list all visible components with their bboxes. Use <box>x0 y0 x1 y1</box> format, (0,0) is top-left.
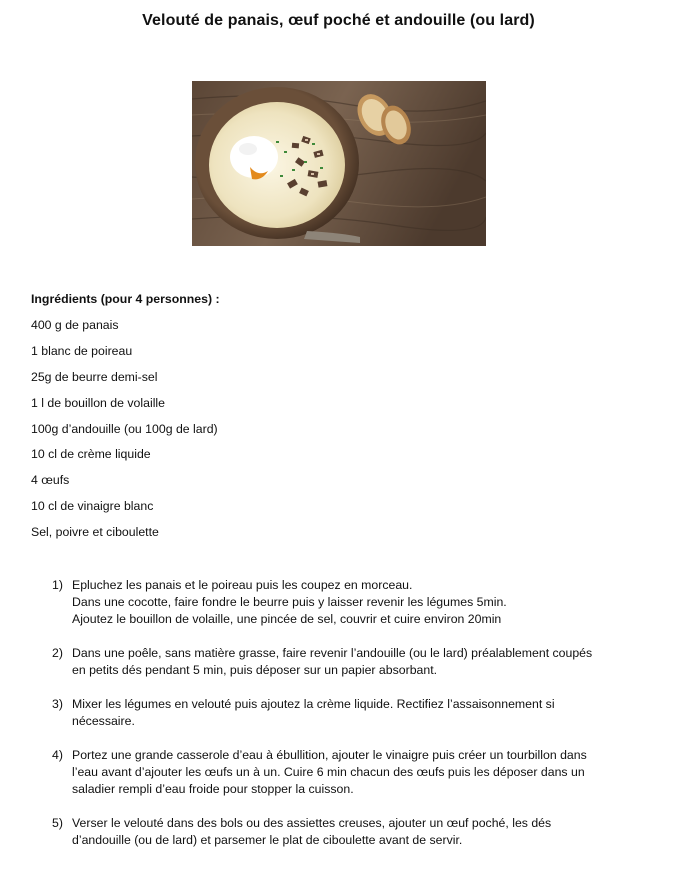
step-item <box>52 696 652 730</box>
ingredient-item: 1 blanc de poireau <box>31 343 133 358</box>
ingredient-item: 1 l de bouillon de volaille <box>31 395 165 410</box>
step-text-line: Epluchez les panais et le poireau puis les coupez en morceau. <box>72 578 413 592</box>
step-text-line: en petits dés pendant 5 min, puis déposer sur un papier absorbant. <box>72 663 438 677</box>
ingredient-item: 400 g de panais <box>31 318 119 332</box>
step-text-line: Ajoutez le bouillon de volaille, une pincée de sel, couvrir et cuire environ 20min <box>72 612 502 626</box>
recipe-photo <box>192 81 486 246</box>
ingredient-item: 25g de beurre demi-sel <box>31 369 158 384</box>
ingredient-item: 10 cl de vinaigre blanc <box>31 499 154 514</box>
step-number: 1) <box>52 578 63 592</box>
page-title: Velouté de panais, œuf poché et andouille (ou lard) <box>142 12 535 29</box>
step-text-line: nécessaire. <box>72 714 135 728</box>
step-text-line: Mixer les légumes en velouté puis ajoutez la crème liquide. Rectifiez l’assaisonnement si <box>72 697 555 711</box>
step-text-line: saladier rempli d’eau froide pour stopper la cuisson. <box>72 782 354 796</box>
ingredients-list <box>31 317 220 550</box>
step-number: 4) <box>52 748 63 762</box>
ingredient-item: 4 œufs <box>31 473 70 488</box>
ingredient-item: Sel, poivre et ciboulette <box>31 525 159 540</box>
step-text-line: Portez une grande casserole d’eau à ébullition, ajouter le vinaigre puis créer un tourbillon dans <box>72 748 587 762</box>
step-number: 3) <box>52 697 63 711</box>
ingredient-item: 10 cl de crème liquide <box>31 447 151 462</box>
step-text-line: Verser le velouté dans des bols ou des assiettes creuses, ajouter un œuf poché, les dés <box>72 816 552 830</box>
step-text-line: Dans une cocotte, faire fondre le beurre puis y laisser revenir les légumes 5min. <box>72 595 507 609</box>
step-text-line: l’eau avant d’ajouter les œufs un à un. Cuire 6 min chacun des œufs puis les déposer dans un <box>72 765 585 779</box>
ingredients-heading: Ingrédients (pour 4 personnes) : <box>31 292 220 306</box>
step-item <box>52 747 652 798</box>
step-item <box>52 645 652 679</box>
step-text-line: d’andouille (ou de lard) et parsemer le plat de ciboulette avant de servir. <box>72 833 463 847</box>
step-text-line: Dans une poêle, sans matière grasse, faire revenir l’andouille (ou le lard) préalablement coupés <box>72 646 593 660</box>
step-item <box>52 815 652 849</box>
step-number: 5) <box>52 816 63 830</box>
ingredients-section <box>31 291 220 550</box>
ingredient-item: 100g d’andouille (ou 100g de lard) <box>31 421 218 436</box>
step-item <box>52 577 652 628</box>
steps-list <box>52 577 652 866</box>
bowl-of-veloute-with-poached-egg-icon <box>192 81 486 246</box>
step-number: 2) <box>52 646 63 660</box>
